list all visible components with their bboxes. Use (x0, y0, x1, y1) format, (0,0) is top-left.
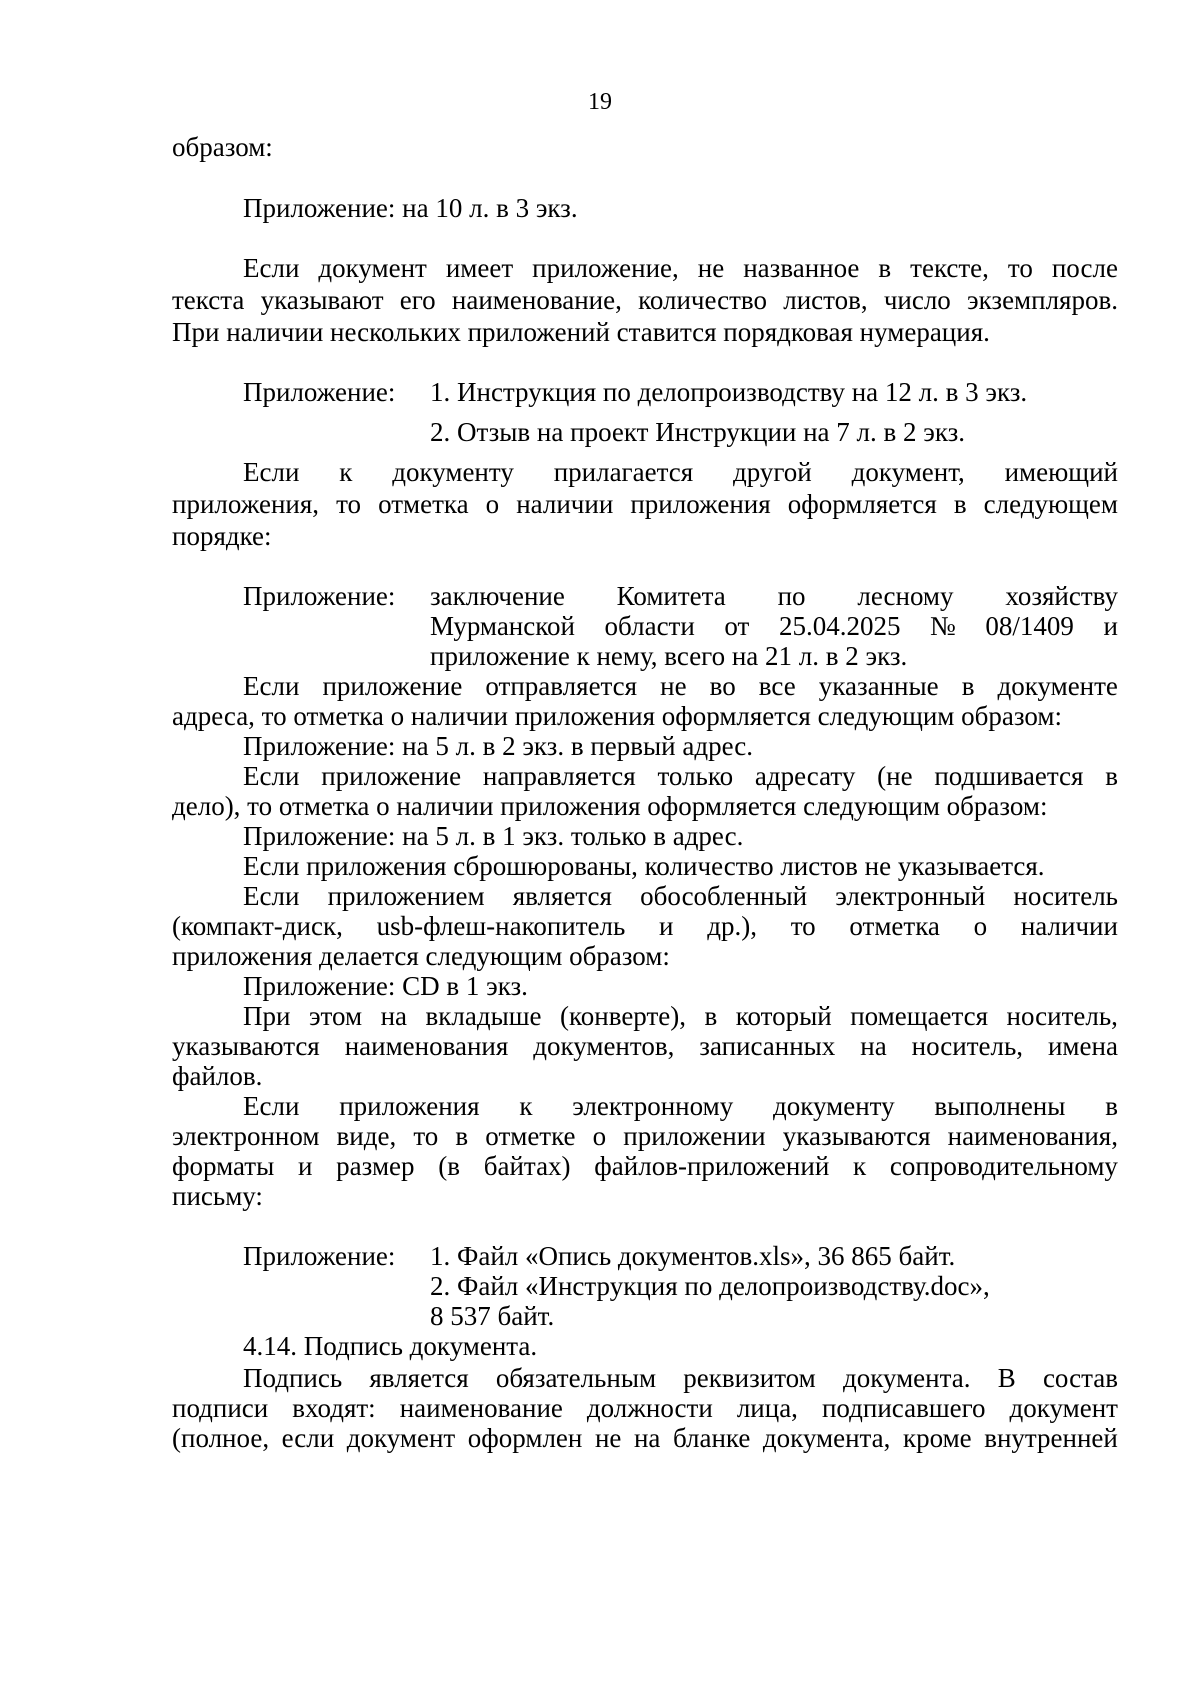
word: в (961, 671, 975, 701)
appendix-item: 8 537 байт. (430, 1301, 555, 1331)
word: имеет (445, 253, 514, 283)
word: во (709, 671, 736, 701)
word: электронный (835, 881, 986, 911)
text-line (243, 456, 1118, 489)
word: следующем (983, 489, 1118, 519)
word: отметка (378, 489, 469, 519)
word: области (604, 611, 695, 641)
word: документе (997, 671, 1118, 701)
word: в (1105, 1091, 1118, 1121)
text-line (172, 1392, 1118, 1425)
text-line (243, 760, 1118, 793)
word: наличии (1020, 911, 1118, 941)
appendix-item: 2. Файл «Инструкция по делопроизводству.doc», (430, 1271, 990, 1301)
word: документа, (762, 1423, 891, 1453)
word: оформлен (467, 1423, 583, 1453)
word: др.), (707, 911, 757, 941)
word: имеющий (1004, 457, 1118, 487)
text-line (243, 1000, 1118, 1033)
word: наименования, (947, 1121, 1118, 1151)
word: на (633, 1423, 661, 1453)
word: байтах) (483, 1151, 571, 1181)
word: экземпляров. (967, 285, 1118, 315)
appendix-item: 2. Отзыв на проект Инструкции на 7 л. в 2 экз. (430, 417, 966, 447)
word: не (594, 1423, 622, 1453)
text-line: письму: (172, 1181, 263, 1211)
word: (полное, (172, 1423, 270, 1453)
appendix-item (430, 610, 1118, 643)
appendix-label: Приложение: (243, 581, 396, 611)
word: размер (336, 1151, 415, 1181)
word: (не (877, 761, 913, 791)
word: является (512, 881, 612, 911)
word: приложения, (172, 489, 320, 519)
word: носитель, (1006, 1001, 1118, 1031)
word: хозяйству (1005, 581, 1118, 611)
word: отправляется (485, 671, 638, 701)
word: на (860, 1031, 887, 1061)
word: виде, (336, 1121, 397, 1151)
text-line (172, 284, 1118, 317)
word: документа. (842, 1363, 971, 1393)
word: наличии (516, 489, 614, 519)
word: № (930, 611, 956, 641)
word: документов, (533, 1031, 675, 1061)
word: реквизитом (683, 1363, 816, 1393)
text-line (172, 1422, 1118, 1455)
word: электронном (172, 1121, 320, 1151)
word: наименование (399, 1393, 563, 1423)
appendix-item: 1. Файл «Опись документов.xls», 36 865 байт. (430, 1241, 956, 1271)
word: в (878, 253, 892, 283)
text-line: При наличии нескольких приложений ставится порядковая нумерация. (172, 317, 990, 347)
word: подшивается (934, 761, 1084, 791)
word: В (997, 1363, 1016, 1393)
text-line (243, 670, 1118, 703)
word: адресату (754, 761, 856, 791)
word: документу (773, 1091, 895, 1121)
text-line: Приложение: на 5 л. в 1 экз. только в адрес. (243, 821, 744, 851)
word: наименования (344, 1031, 509, 1061)
word: другой (733, 457, 812, 487)
word: после (1051, 253, 1118, 283)
word: тексте, (910, 253, 989, 283)
word: его (399, 285, 436, 315)
word: кроме (902, 1423, 972, 1453)
word: в (704, 1001, 718, 1031)
word: бланке (672, 1423, 751, 1453)
text-line: порядке: (172, 521, 272, 551)
word: прилагается (553, 457, 694, 487)
word: приложение (322, 671, 463, 701)
word: (конверте), (560, 1001, 686, 1031)
word: оформляется (787, 489, 937, 519)
word: документ (346, 1423, 456, 1453)
word: листов, (783, 285, 868, 315)
text-line: файлов. (172, 1061, 263, 1091)
word: лица, (736, 1393, 798, 1423)
word: приложение (321, 761, 462, 791)
word: usb-флеш-накопитель (376, 911, 626, 941)
word: число (883, 285, 951, 315)
word: Если (243, 671, 300, 701)
word: Комитета (616, 581, 726, 611)
text-line (172, 488, 1118, 521)
section-heading: 4.14. Подпись документа. (243, 1331, 538, 1361)
word: внутренней (984, 1423, 1118, 1453)
word: то (1007, 253, 1033, 283)
word: приложением (327, 881, 485, 911)
text-line (243, 880, 1118, 913)
word: к (853, 1151, 867, 1181)
word: должности (586, 1393, 713, 1423)
word: Если (243, 881, 300, 911)
word: Если (243, 253, 300, 283)
text-line (172, 910, 1118, 943)
text-line: Приложение: на 10 л. в 3 экз. (243, 193, 578, 223)
appendix-label: Приложение: (243, 1241, 396, 1271)
word: сопроводительному (889, 1151, 1118, 1181)
word: документ (318, 253, 427, 283)
word: все (758, 671, 796, 701)
word: Если (243, 761, 300, 791)
text-line (172, 1150, 1118, 1183)
word: направляется (482, 761, 636, 791)
word: (компакт-диск, (172, 911, 343, 941)
appendix-label: Приложение: (243, 377, 396, 407)
word: выполнены (934, 1091, 1066, 1121)
word: 08/1409 (985, 611, 1074, 641)
text-line: дело), то отметка о наличии приложения оформляется следующим образом: (172, 791, 1048, 821)
word: этом (308, 1001, 363, 1031)
word: отметка (849, 911, 940, 941)
word: приложение, (532, 253, 679, 283)
text-line: образом: (172, 132, 273, 162)
word: отметке (485, 1121, 576, 1151)
word: не (660, 671, 687, 701)
word: в (1105, 761, 1118, 791)
word: При (243, 1001, 291, 1031)
word: приложения (630, 489, 771, 519)
text-line (243, 252, 1118, 285)
appendix-item (430, 580, 1118, 613)
word: Если (243, 1091, 300, 1121)
word: указывают (260, 285, 384, 315)
word: о (592, 1121, 607, 1151)
word: является (369, 1363, 469, 1393)
word: к (339, 457, 353, 487)
text-line (243, 1362, 1118, 1395)
word: текста (172, 285, 245, 315)
word: документу (392, 457, 514, 487)
word: приложении (623, 1121, 766, 1151)
word: форматы (172, 1151, 275, 1181)
word: если (281, 1423, 335, 1453)
text-line: адреса, то отметка о наличии приложения оформляется следующим образом: (172, 701, 1062, 731)
appendix-item: 1. Инструкция по делопроизводству на 12 л. в 3 экз. (430, 377, 1028, 407)
word: Подпись (243, 1363, 343, 1393)
word: документ (1009, 1393, 1118, 1423)
page-number: 19 (588, 89, 612, 115)
word: то (413, 1121, 439, 1151)
word: Мурманской (430, 611, 575, 641)
word: и (297, 1151, 313, 1181)
word: указанные (818, 671, 939, 701)
word: не (697, 253, 725, 283)
text-line: Если приложения сброшюрованы, количество листов не указывается. (243, 851, 1045, 881)
word: носитель (1013, 881, 1118, 911)
word: в (455, 1121, 469, 1151)
word: подписи (172, 1393, 269, 1423)
word: наименование, (451, 285, 622, 315)
word: записанных (699, 1031, 836, 1061)
word: названное (743, 253, 860, 283)
word: документ, (851, 457, 965, 487)
text-line (172, 1120, 1118, 1153)
text-line: приложения делается следующим образом: (172, 941, 670, 971)
word: 25.04.2025 (778, 611, 901, 641)
word: о (485, 489, 500, 519)
word: то (790, 911, 816, 941)
word: лесному (857, 581, 954, 611)
word: и (1103, 611, 1118, 641)
word: то (336, 489, 362, 519)
word: по (777, 581, 806, 611)
word: от (724, 611, 750, 641)
word: (в (438, 1151, 461, 1181)
word: и (659, 911, 674, 941)
word: к (519, 1091, 533, 1121)
word: Если (243, 457, 300, 487)
word: вкладыше (425, 1001, 542, 1031)
word: в (953, 489, 967, 519)
word: указываются (782, 1121, 931, 1151)
text-line: Приложение: CD в 1 экз. (243, 971, 528, 1001)
word: имена (1047, 1031, 1118, 1061)
word: который (735, 1001, 832, 1031)
word: только (657, 761, 734, 791)
word: приложения (339, 1091, 480, 1121)
word: на (380, 1001, 408, 1031)
word: указываются (172, 1031, 320, 1061)
word: подписавшего (821, 1393, 986, 1423)
text-line (172, 1030, 1118, 1063)
text-line: Приложение: на 5 л. в 2 экз. в первый адрес. (243, 731, 753, 761)
text-line (243, 1090, 1118, 1123)
word: количество (638, 285, 767, 315)
word: о (973, 911, 988, 941)
word: электронному (572, 1091, 734, 1121)
word: заключение (430, 581, 565, 611)
word: состав (1042, 1363, 1118, 1393)
word: обязательным (495, 1363, 657, 1393)
word: носитель, (911, 1031, 1024, 1061)
word: файлов-приложений (594, 1151, 830, 1181)
word: помещается (850, 1001, 989, 1031)
appendix-item: приложение к нему, всего на 21 л. в 2 экз. (430, 641, 908, 671)
word: обособленный (640, 881, 808, 911)
word: входят: (292, 1393, 376, 1423)
